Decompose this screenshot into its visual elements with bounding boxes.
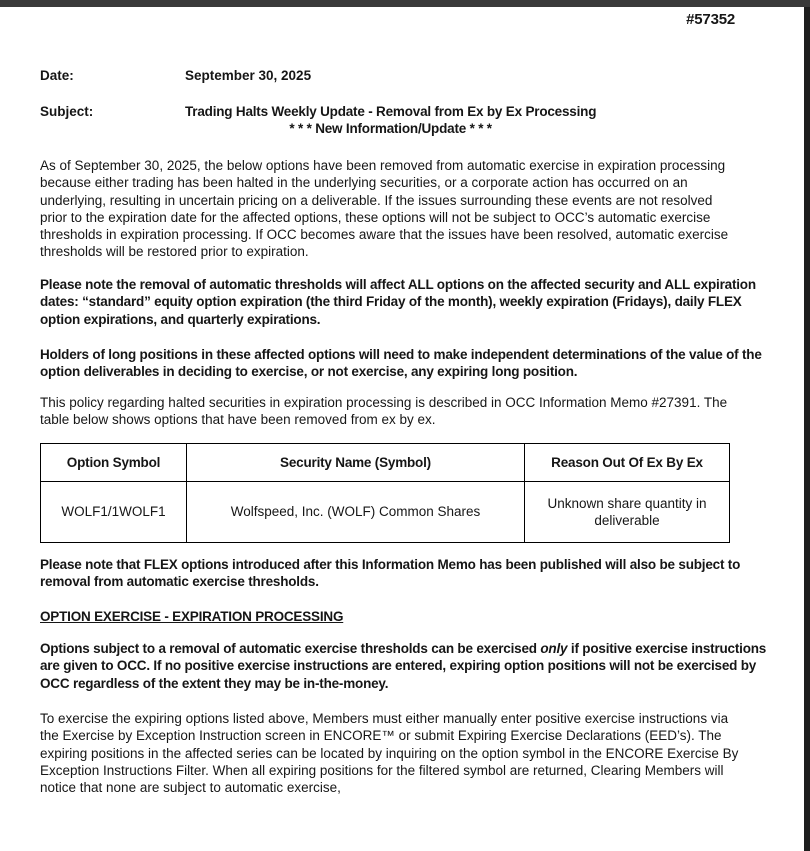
cell-option-symbol: WOLF1/1WOLF1 [41,482,187,543]
section-heading-option-exercise: OPTION EXERCISE - EXPIRATION PROCESSING [40,609,344,624]
subject-line2: * * * New Information/Update * * * [289,121,492,137]
date-value: September 30, 2025 [185,68,312,83]
paragraph-policy-memo: This policy regarding halted securities in expiration processing is described in OCC Information Memo #27391. The table below shows options that have been removed from ex by ex. [40,395,728,428]
right-border-strip [804,7,810,851]
paragraph-positive-instructions [40,640,772,692]
memo-number: #57352 [686,11,735,28]
subject-label: Subject: [40,104,94,119]
col-header-reason: Reason Out Of Ex By Ex [525,444,730,482]
table-header-row [41,444,730,482]
date-label: Date: [40,68,74,83]
paragraph-positive-instructions-post: if positive exercise instructions are given to OCC. If no positive exercise instructions are entered, expiring option positions will not be exercised by OCC regardless of the extent they may be in-the-money. [40,641,767,691]
subject-value [185,103,596,138]
subject-line1: Trading Halts Weekly Update - Removal from Ex by Ex Processing [185,104,597,119]
paragraph-intro: As of September 30, 2025, the below options have been removed from automatic exercise in expiration processing because either trading has been halted in the underlying securities, or a corporate action has occurred on an underlying, resulting in uncertain pricing on a deliverable. If the issues surrounding these events are not resolved prior to the expiration date for the affected options, these options will not be subject to OCC’s automatic exercise thresholds in expiration processing. If OCC becomes aware that the issues have been resolved, automatic exercise thresholds will be restored prior to expiration. [40,158,729,260]
paragraph-encore-instructions: To exercise the expiring options listed above, Members must either manually enter positive exercise instructions via the Exercise by Exception Instruction screen in ENCORE™ or submit Expiring Exercise Declarations (EED’s). The expiring positions in the affected series can be located by inquiring on the option symbol in the ENCORE Exercise By Exception Instructions Filter. When all expiring positions for the filtered symbol are returned, Clearing Members will notice that none are subject to automatic exercise, [40,711,739,796]
paragraph-all-expirations: Please note the removal of automatic thresholds will affect ALL options on the affected security and ALL expiration dates: “standard” equity option expiration (the third Friday of the month), weekly expiration (Fridays), daily FLEX option expirations, and quarterly expirations. [40,277,756,327]
col-header-option-symbol: Option Symbol [41,444,187,482]
table-row [41,482,730,543]
paragraph-positive-instructions-only: only [540,641,568,656]
paragraph-positive-instructions-pre: Options subject to a removal of automatic exercise thresholds can be exercised [40,641,541,656]
date-row [40,67,772,84]
paragraph-holders-determinations: Holders of long positions in these affected options will need to make independent determinations of the value of the option deliverables in deciding to exercise, or not exercise, any expiring long position. [40,347,762,380]
paragraph-flex-note: Please note that FLEX options introduced after this Information Memo has been published will also be subject to removal from automatic exercise thresholds. [40,557,741,590]
cell-security-name: Wolfspeed, Inc. (WOLF) Common Shares [187,482,525,543]
cell-reason: Unknown share quantity in deliverable [525,482,730,543]
col-header-security-name: Security Name (Symbol) [187,444,525,482]
removed-options-table [40,443,730,543]
top-border-strip [0,0,810,7]
subject-row [40,103,772,138]
